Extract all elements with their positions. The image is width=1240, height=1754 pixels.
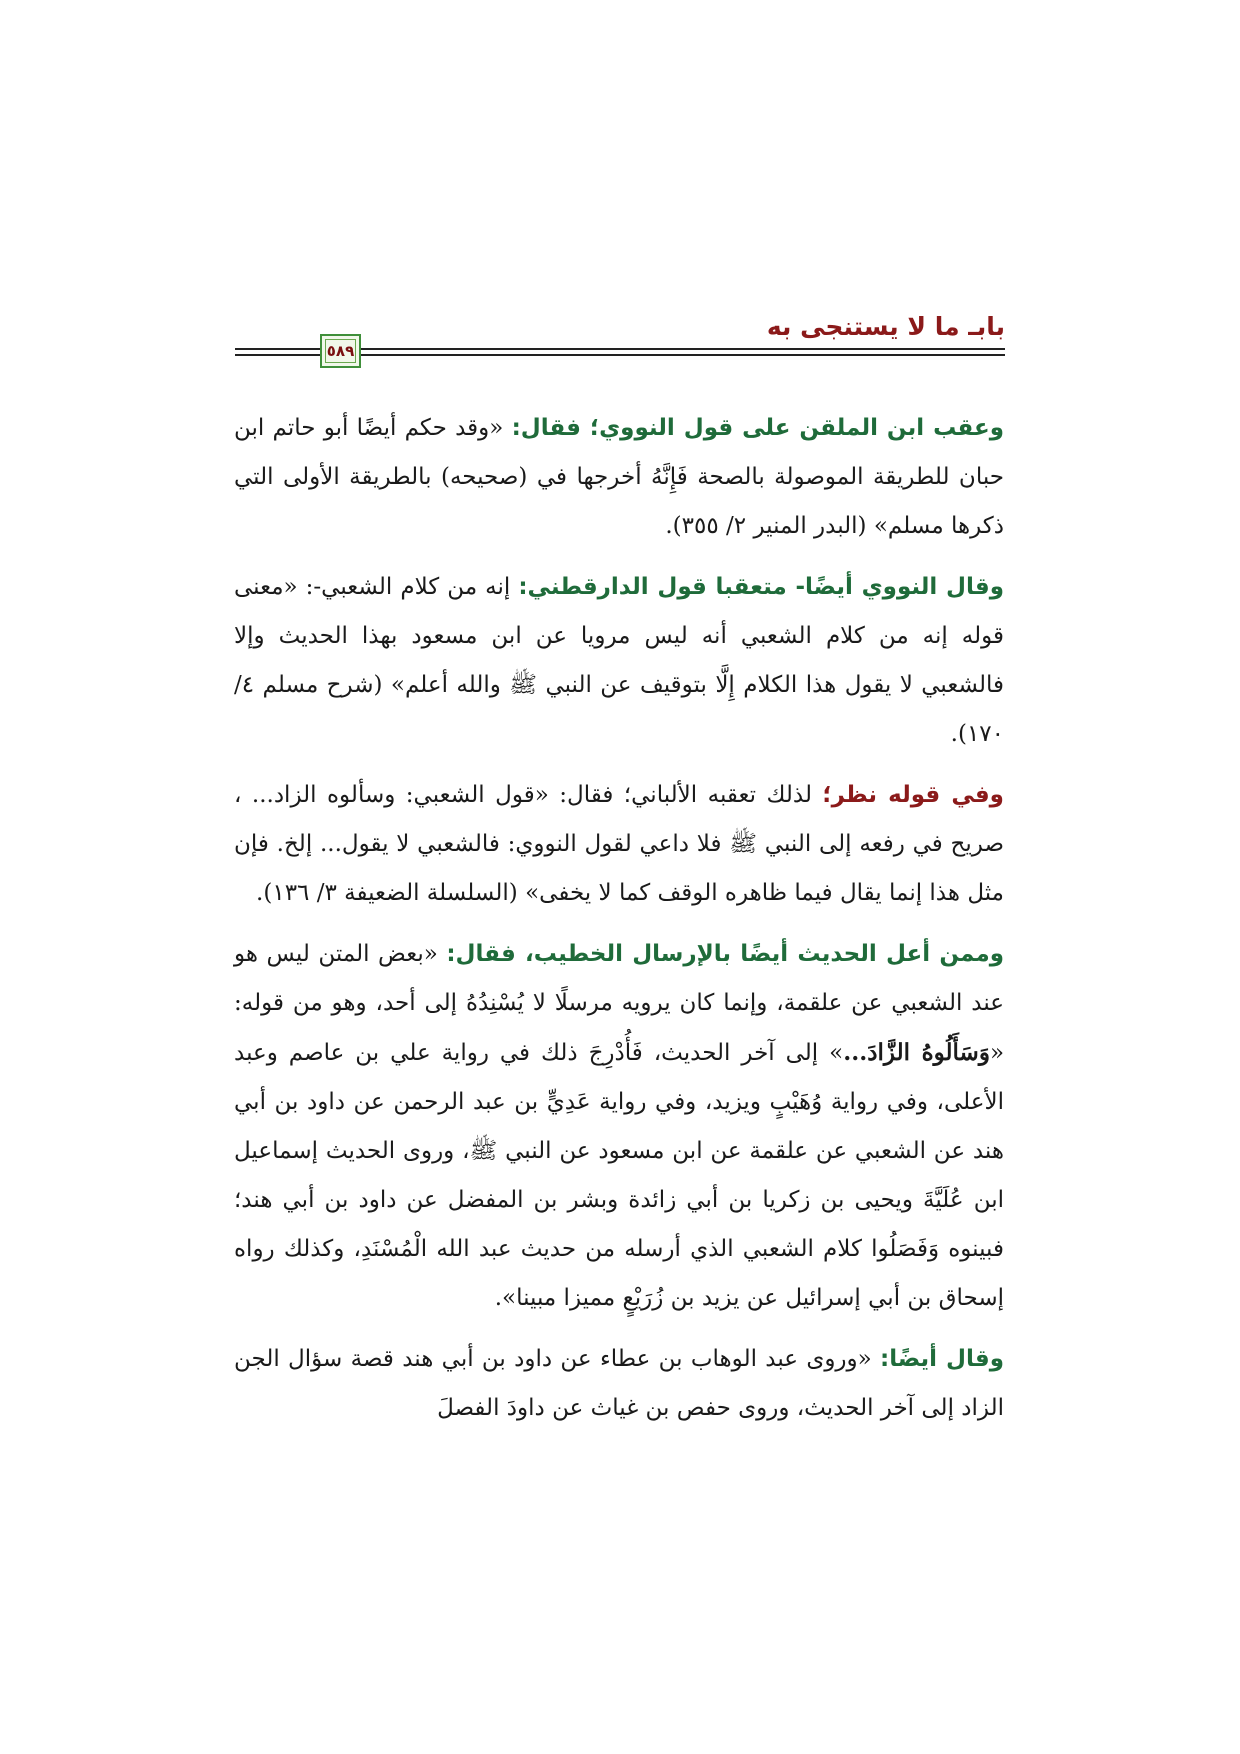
paragraph-4-text-before: «بعض المتن ليس هو عند الشعبي عن علقمة، وإنما كان يرويه مرسلًا لا يُسْنِدُهُ إلى أحد، وهو من قوله: « [234,941,1005,1066]
paragraph-2-lead: وقال النووي أيضًا- متعقبا قول الدارقطني: [518,574,1004,600]
page-number: ٥٨٩ [326,342,355,360]
page-number-frame [320,334,361,368]
page-header [235,310,1005,370]
body-text [234,404,1004,1445]
paragraph-2-text: إنه من كلام الشعبي-: «معنى قوله إنه من كلام الشعبي أنه ليس مرويا عن ابن مسعود بهذا الحديث وإلا فالشعبي لا يقول هذا الكلام إِلَّا بتوقيف عن النبي ﷺ والله أعلم» (شرح مسلم ٤/ ١٧٠). [234,574,1004,747]
paragraph-3 [234,771,1004,918]
paragraph-3-text: لذلك تعقبه الألباني؛ فقال: «قول الشعبي: وسألوه الزاد... ، صريح في رفعه إلى النبي ﷺ فلا داعي لقول النووي: فالشعبي لا يقول... إلخ. فإن مثل هذا إنما يقال فيما ظاهره الوقف كما لا يخفى» (السلسلة الضعيفة ٣/ ١٣٦). [234,782,1004,906]
chapter-title: بابـ ما لا يستنجى به [766,312,1005,341]
paragraph-1 [234,404,1004,551]
paragraph-4-quote: وَسَأَلُوهُ الزَّادَ... [843,1039,990,1066]
paragraph-4 [234,930,1004,1323]
paragraph-3-lead: وفي قوله نظر؛ [822,782,1004,808]
paragraph-1-text: «وقد حكم أيضًا أبو حاتم ابن حبان للطريقة الموصولة بالصحة فَإِنَّهُ أخرجها في (صحيحه) بالطريقة الأولى التي ذكرها مسلم» (البدر المنير ٢/ ٣٥٥). [234,415,1004,539]
paragraph-5-text: «وروى عبد الوهاب بن عطاء عن داود بن أبي هند قصة سؤال الجن الزاد إلى آخر الحديث، وروى حفص بن غياث عن داودَ الفصلَ [234,1346,1004,1421]
paragraph-4-text-after: » إلى آخر الحديث، فَأُدْرِجَ ذلك في رواية علي بن عاصم وعبد الأعلى، وفي رواية وُهَيْبٍ ويزيد، وفي رواية عَدِيٍّ بن عبد الرحمن عن داود بن أبي هند عن الشعبي عن علقمة عن ابن مسعود عن النبي ﷺ، وروى الحديث إسماعيل ابن عُلَيَّةَ ويحيى بن زكريا بن أبي زائدة وبشر بن المفضل عن داود بن أبي هند؛ فبينوه وَفَصَلُوا كلام الشعبي الذي أرسله من حديث عبد الله الْمُسْنَدِ، وكذلك رواه إسحاق بن أبي إسرائيل عن يزيد بن زُرَيْعٍ مميزا مبينا». [234,1040,1004,1311]
paragraph-1-lead: وعقب ابن الملقن على قول النووي؛ فقال: [511,415,1004,441]
paragraph-5 [234,1335,1004,1433]
header-rule-right-top [361,348,1005,350]
paragraph-2 [234,563,1004,759]
header-rule-left-bottom [235,354,320,356]
paragraph-5-lead: وقال أيضًا: [880,1346,1004,1372]
header-rule-right-bottom [361,354,1005,356]
paragraph-4-lead: وممن أعل الحديث أيضًا بالإرسال الخطيب، فقال: [446,941,1004,967]
header-rule-left-top [235,348,320,350]
